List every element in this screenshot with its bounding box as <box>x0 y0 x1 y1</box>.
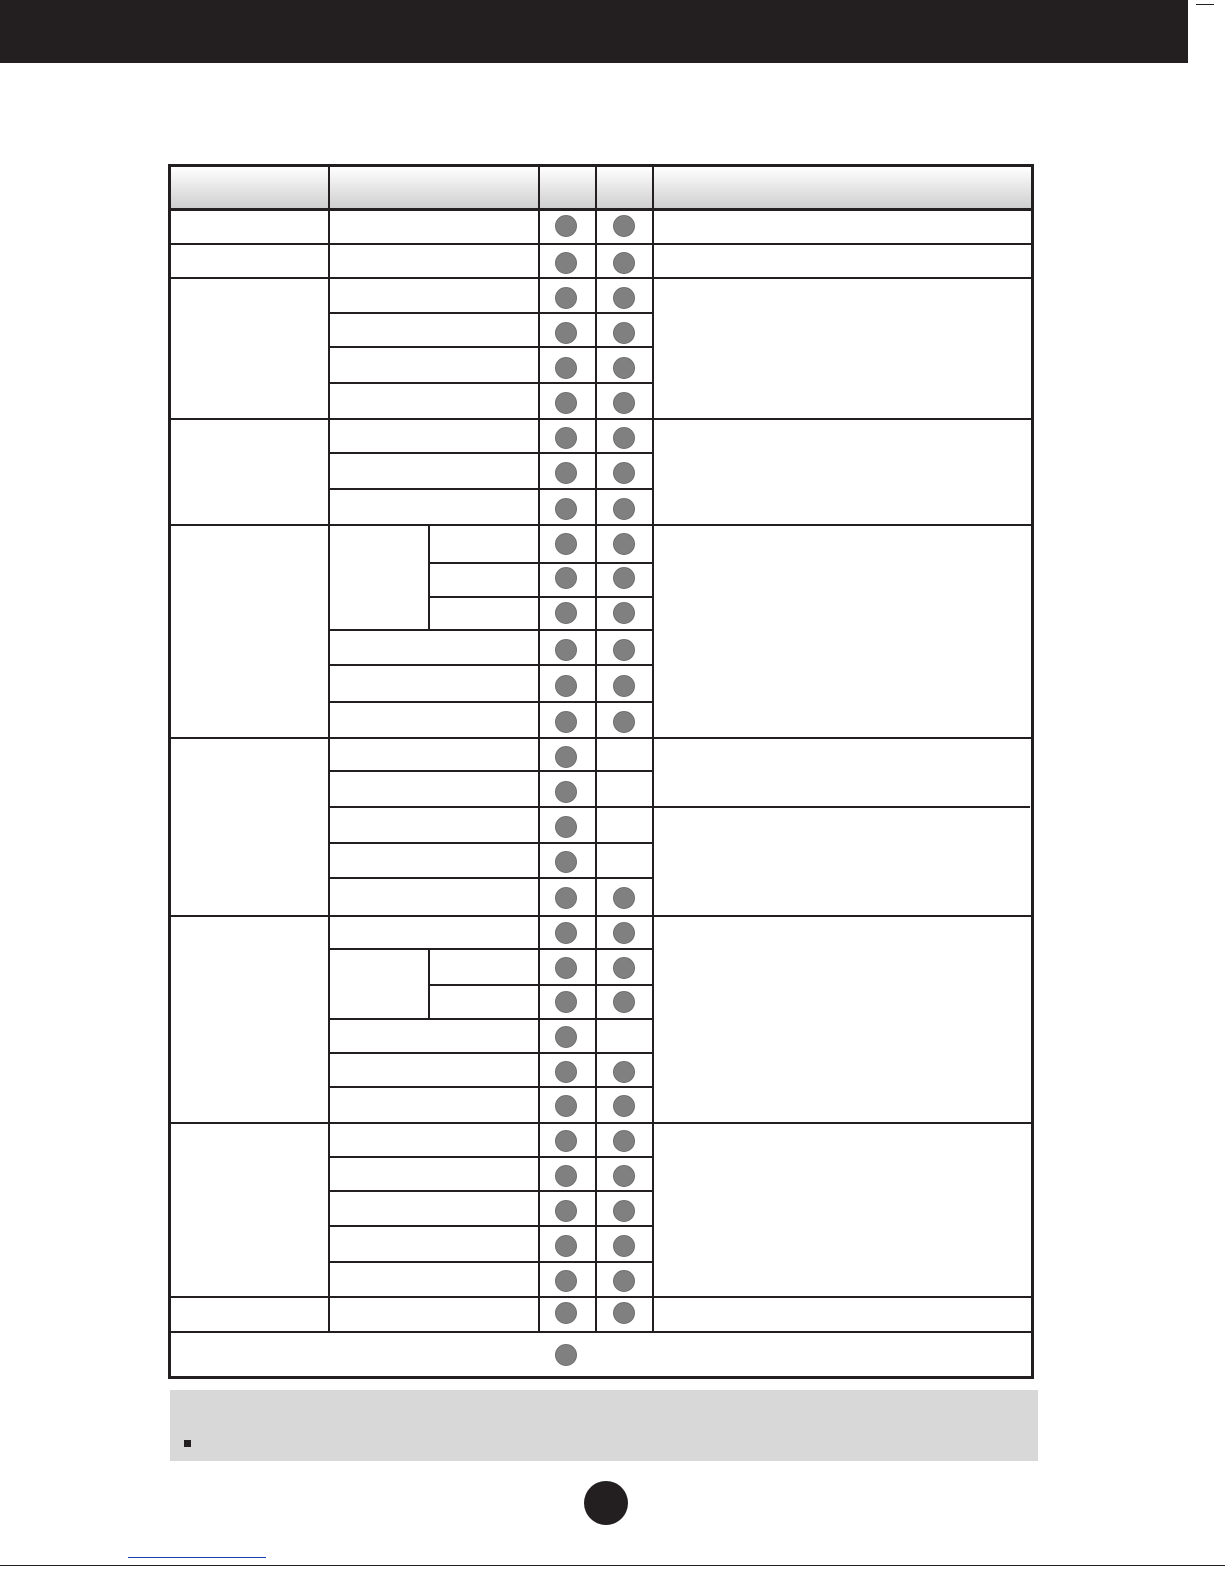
support-dot-icon <box>555 567 577 589</box>
support-dot-icon <box>555 957 577 979</box>
support-dot-icon <box>613 1270 635 1292</box>
support-dot-icon <box>555 498 577 520</box>
grid-line <box>330 629 652 631</box>
support-dot-icon <box>555 1061 577 1083</box>
grid-line <box>330 1086 652 1088</box>
support-dot-icon <box>613 357 635 379</box>
support-dot-icon <box>555 1344 577 1366</box>
support-dot-icon <box>555 1270 577 1292</box>
grid-line <box>330 701 652 703</box>
support-dot-icon <box>555 1235 577 1257</box>
support-dot-icon <box>613 922 635 944</box>
support-dot-icon <box>555 1200 577 1222</box>
grid-line <box>171 208 1031 211</box>
support-dot-icon <box>555 533 577 555</box>
support-dot-icon <box>613 1061 635 1083</box>
page-header-bar <box>0 0 1188 63</box>
support-dot-icon <box>613 887 635 909</box>
grid-line <box>428 948 430 1018</box>
support-dot-icon <box>613 1200 635 1222</box>
support-dot-icon <box>613 322 635 344</box>
support-dot-icon <box>555 711 577 733</box>
grid-line <box>171 524 1031 526</box>
grid-line <box>330 1190 652 1192</box>
support-dot-icon <box>555 1302 577 1324</box>
support-dot-icon <box>555 746 577 768</box>
grid-line <box>330 382 652 384</box>
grid-line <box>330 312 652 314</box>
grid-line <box>171 418 1031 420</box>
support-dot-icon <box>555 252 577 274</box>
support-dot-icon <box>555 392 577 414</box>
grid-line <box>330 1225 652 1227</box>
grid-line <box>330 877 652 879</box>
crop-mark <box>1196 4 1214 5</box>
grid-line <box>430 596 652 598</box>
support-dot-icon <box>555 922 577 944</box>
link-underline <box>128 1557 266 1558</box>
grid-line <box>330 842 652 844</box>
grid-line <box>430 562 652 564</box>
support-dot-icon <box>613 427 635 449</box>
grid-line <box>330 948 652 950</box>
support-dot-icon <box>555 1165 577 1187</box>
support-dot-icon <box>613 567 635 589</box>
grid-line <box>652 167 654 1331</box>
support-dot-icon <box>613 1165 635 1187</box>
grid-line <box>330 806 1030 808</box>
grid-line <box>430 984 652 986</box>
support-dot-icon <box>555 1095 577 1117</box>
support-dot-icon <box>555 287 577 309</box>
bottom-rule <box>0 1565 1225 1566</box>
support-dot-icon <box>555 851 577 873</box>
grid-line <box>330 664 652 666</box>
support-dot-icon <box>613 533 635 555</box>
support-dot-icon <box>555 215 577 237</box>
support-dot-icon <box>613 1302 635 1324</box>
page-number-badge <box>584 1481 628 1525</box>
note-bullet-icon <box>184 1440 191 1447</box>
support-dot-icon <box>555 639 577 661</box>
support-dot-icon <box>613 957 635 979</box>
support-dot-icon <box>613 1095 635 1117</box>
support-dot-icon <box>613 1235 635 1257</box>
grid-line <box>171 1296 1031 1298</box>
support-dot-icon <box>555 427 577 449</box>
grid-line <box>330 1156 652 1158</box>
support-dot-icon <box>613 639 635 661</box>
support-dot-icon <box>613 1130 635 1152</box>
support-dot-icon <box>555 781 577 803</box>
grid-line <box>595 167 597 1331</box>
support-dot-icon <box>613 215 635 237</box>
support-dot-icon <box>613 287 635 309</box>
support-dot-icon <box>555 991 577 1013</box>
support-dot-icon <box>613 602 635 624</box>
support-dot-icon <box>613 991 635 1013</box>
grid-line <box>171 915 1031 917</box>
grid-line <box>538 167 540 1331</box>
grid-line <box>171 737 1031 739</box>
grid-line <box>330 770 652 772</box>
grid-line <box>171 277 1031 279</box>
grid-line <box>330 1052 652 1054</box>
grid-line <box>330 452 652 454</box>
support-dot-icon <box>555 675 577 697</box>
support-dot-icon <box>555 816 577 838</box>
support-dot-icon <box>555 602 577 624</box>
grid-line <box>171 1122 1031 1124</box>
support-dot-icon <box>613 462 635 484</box>
support-dot-icon <box>555 357 577 379</box>
grid-line <box>330 1261 652 1263</box>
grid-line <box>328 167 330 1331</box>
support-dot-icon <box>613 392 635 414</box>
support-dot-icon <box>555 462 577 484</box>
grid-line <box>330 1018 652 1020</box>
grid-line <box>171 1331 1031 1333</box>
support-dot-icon <box>555 887 577 909</box>
support-dot-icon <box>613 252 635 274</box>
grid-line <box>330 346 652 348</box>
note-box <box>170 1390 1038 1461</box>
support-dot-icon <box>613 675 635 697</box>
grid-line <box>428 524 430 630</box>
grid-line <box>171 243 1031 245</box>
support-dot-icon <box>613 711 635 733</box>
support-dot-icon <box>555 1026 577 1048</box>
support-dot-icon <box>613 498 635 520</box>
support-dot-icon <box>555 1130 577 1152</box>
grid-line <box>330 488 652 490</box>
support-dot-icon <box>555 322 577 344</box>
